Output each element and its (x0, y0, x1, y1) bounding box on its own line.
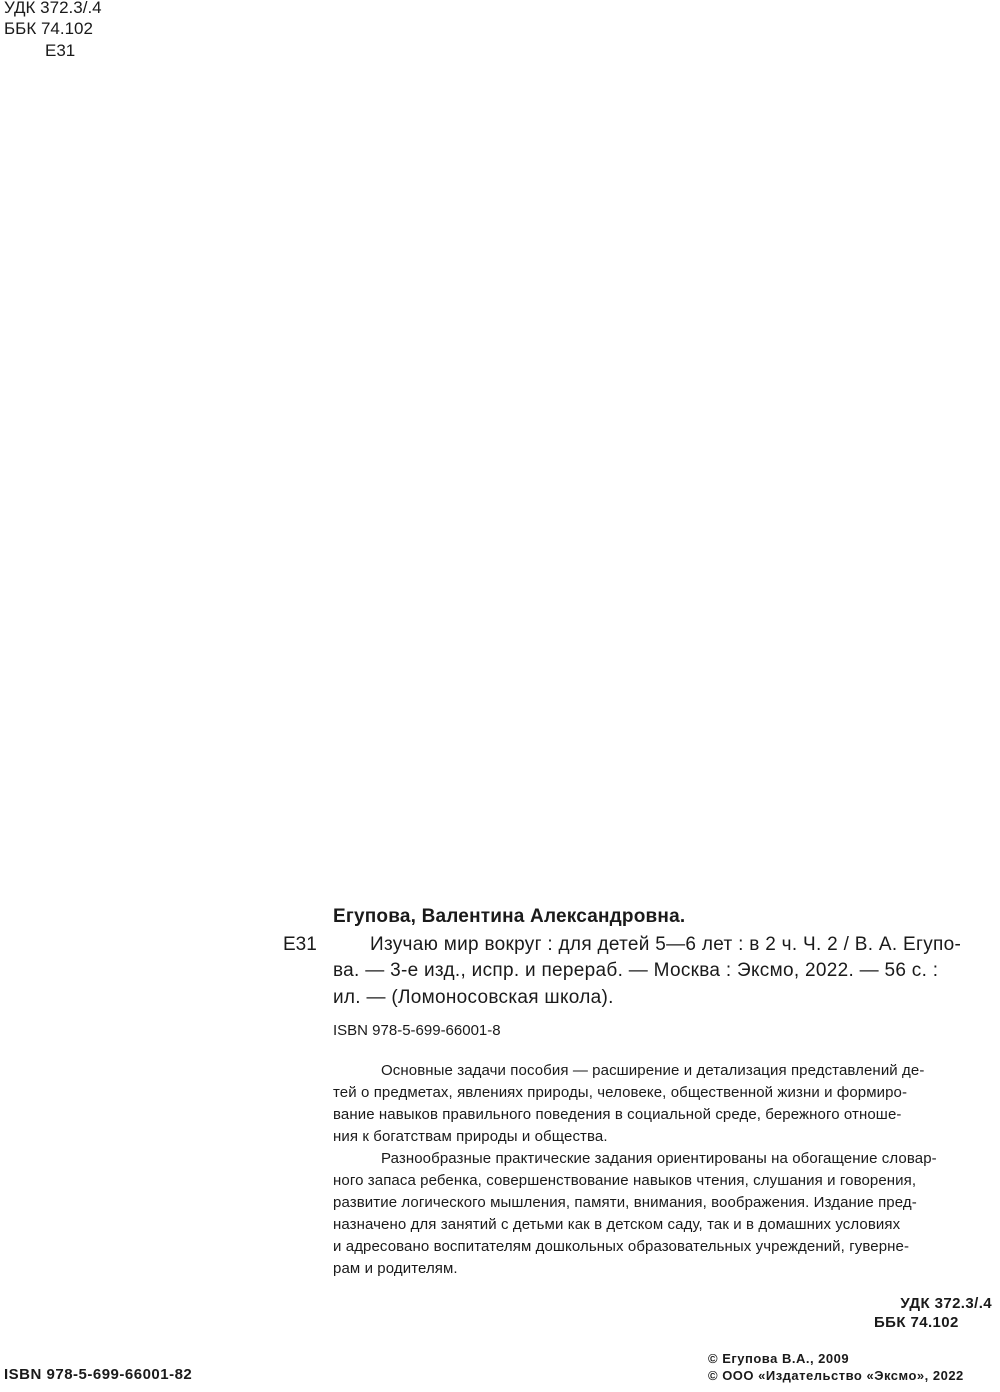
bbk-code-top: ББК 74.102 (4, 19, 93, 38)
author-code: Е31 (283, 934, 317, 955)
bibliographic-entry-line: ил. — (Ломоносовская школа). (333, 987, 614, 1008)
author-name: Егупова, Валентина Александровна. (333, 906, 686, 927)
abstract-line: и адресовано воспитателям дошкольных образовательных учреждений, гувернe- (333, 1238, 910, 1255)
abstract-line: ного запаса ребенка, совершенствование навыков чтения, слушания и говорения, (333, 1172, 917, 1189)
bbk-code: ББК 74.102 (874, 1314, 959, 1331)
abstract-line: вание навыков правильного поведения в социальной среде, бережного отноше- (333, 1106, 902, 1123)
isbn-footer: ISBN 978-5-699-66001-82 (4, 1366, 193, 1383)
abstract-line: Разнообразные практические задания ориентированы на обогащение словар- (381, 1150, 937, 1167)
bibliographic-entry-line: ва. — 3-е изд., испр. и перераб. — Москва : Эксмо, 2022. — 56 с. : (333, 960, 939, 981)
abstract-line: Основные задачи пособия — расширение и детализация представлений де- (381, 1062, 925, 1079)
abstract-line: рам и родителям. (333, 1260, 458, 1277)
abstract-line: назначено для занятий с детьми как в детском саду, так и в домашних условиях (333, 1216, 901, 1233)
udk-code: УДК 372.3/.4 (900, 1295, 992, 1312)
udk-code-top: УДК 372.3/.4 (4, 0, 102, 17)
abstract-line: ния к богатствам природы и общества. (333, 1128, 608, 1145)
copyright-publisher: © ООО «Издательство «Эксмо», 2022 (708, 1368, 964, 1383)
isbn-line: ISBN 978-5-699-66001-8 (333, 1022, 501, 1039)
bibliographic-entry-line: Изучаю мир вокруг : для детей 5—6 лет : в 2 ч. Ч. 2 / В. А. Егупо- (370, 934, 962, 955)
author-code-top: Е31 (45, 41, 76, 60)
copyright-author: © Егупова В.А., 2009 (708, 1351, 850, 1366)
abstract-line: развитие логического мышления, памяти, внимания, воображения. Издание пред- (333, 1194, 917, 1211)
abstract-line: тей о предметах, явлениях природы, человеке, общественной жизни и формиро- (333, 1084, 908, 1101)
